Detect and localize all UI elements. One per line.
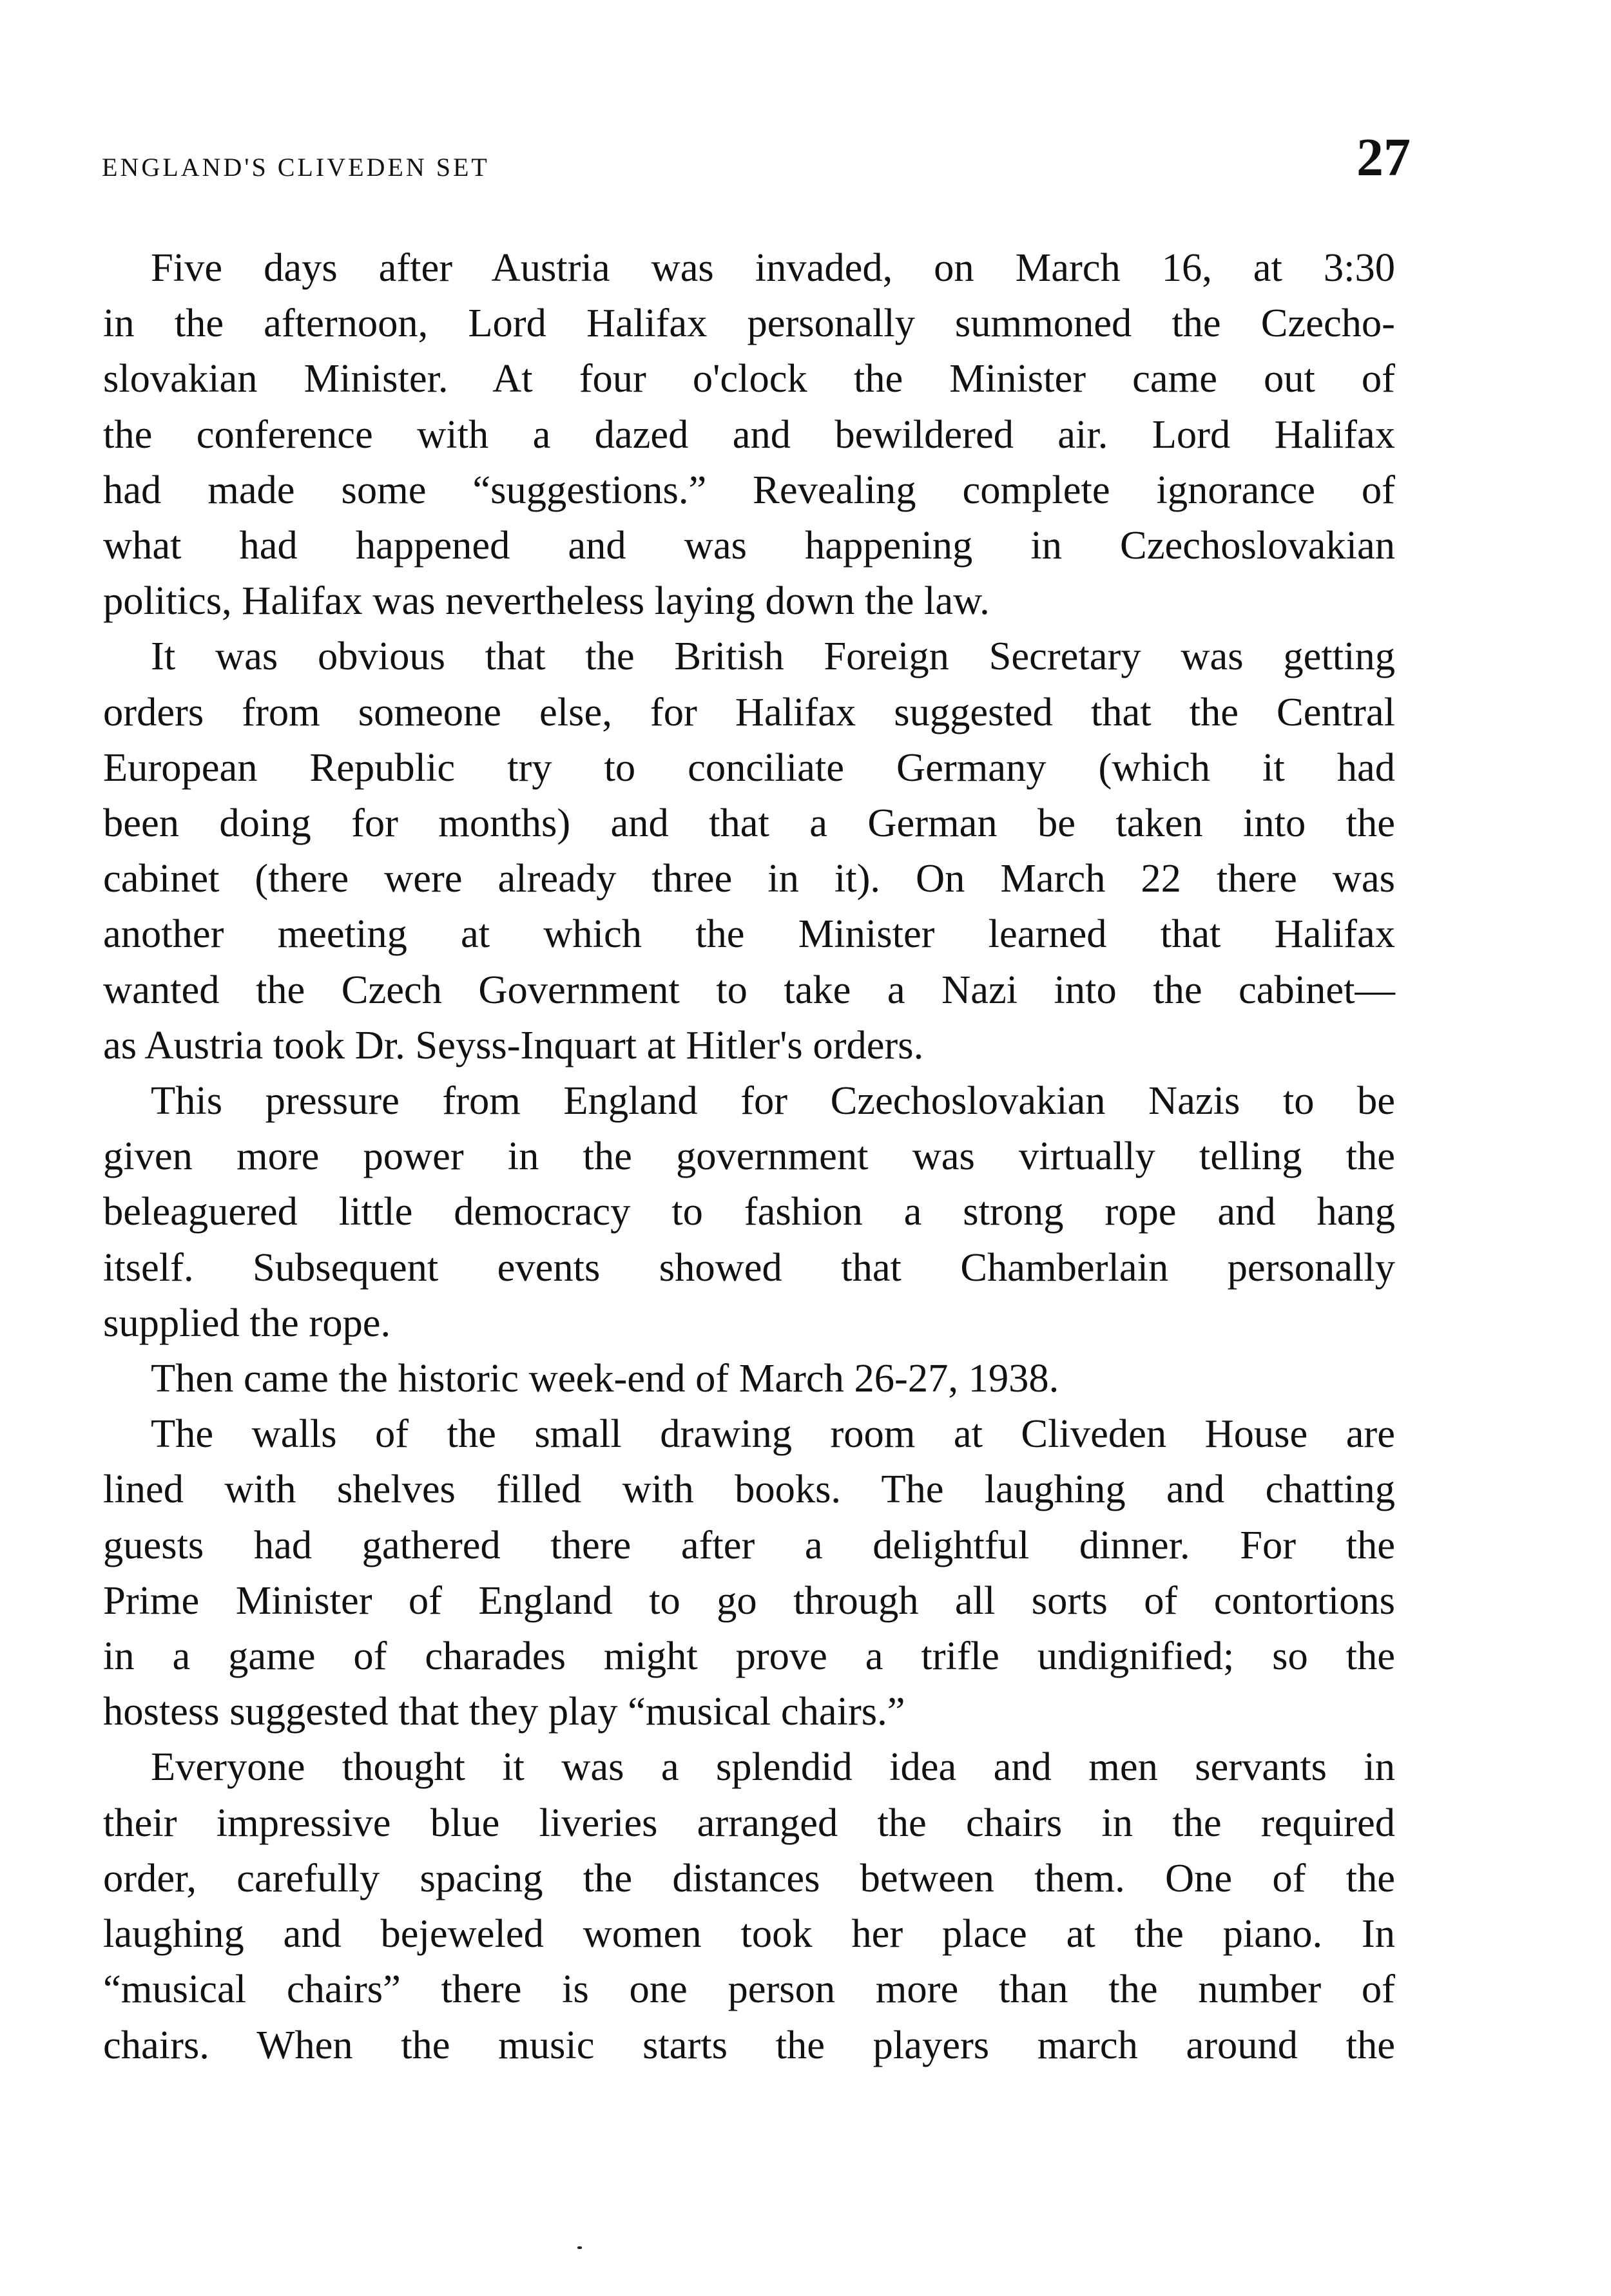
paragraph-4 [103,1350,1395,1406]
ink-speck [577,2246,582,2249]
text-line: orders from someone else, for Halifax suggested that the Central [103,689,1395,734]
text-line: supplied the rope. [103,1299,391,1345]
running-title: ENGLAND'S CLIVEDEN SET [102,153,490,182]
text-line: the conference with a dazed and bewildered air. Lord Halifax [103,411,1395,457]
text-line: This pressure from England for Czechoslovakian Nazis to be [151,1078,1395,1124]
text-line: laughing and bejeweled women took her place at the piano. In [103,1911,1395,1956]
text-line: itself. Subsequent events showed that Chamberlain personally [103,1244,1395,1290]
text-line: given more power in the government was virtually telling the [103,1133,1395,1179]
text-line: what had happened and was happening in Czechoslovakian [103,522,1395,568]
text-line: guests had gathered there after a delightful dinner. For the [103,1522,1395,1567]
paragraph-6 [103,1739,1395,2072]
text-line: beleaguered little democracy to fashion a strong rope and hang [103,1189,1395,1234]
text-line: Five days after Austria was invaded, on March 16, at 3:30 [151,245,1395,290]
text-line: chairs. When the music starts the players march around the [103,2022,1395,2067]
paragraph-3 [103,1073,1395,1350]
text-line: wanted the Czech Government to take a Nazi into the cabinet— [103,966,1395,1012]
text-line: slovakian Minister. At four o'clock the Minister came out of [103,356,1395,401]
text-line: Everyone thought it was a splendid idea and men servants in [151,1744,1395,1790]
text-line: had made some “suggestions.” Revealing complete ignorance of [103,466,1395,512]
page-number: 27 [1356,128,1411,187]
text-line: in the afternoon, Lord Halifax personally summoned the Czecho- [103,300,1395,346]
paragraph-2 [103,628,1395,1073]
text-line: hostess suggested that they play “musical chairs.” [103,1689,905,1734]
paragraph-1 [103,240,1395,628]
text-line: lined with shelves filled with books. The laughing and chatting [103,1466,1395,1512]
text-line: order, carefully spacing the distances between them. One of the [103,1855,1395,1900]
body-text [103,240,1395,2072]
text-line: The walls of the small drawing room at Cliveden House are [151,1411,1395,1457]
text-line: as Austria took Dr. Seyss-Inquart at Hitler's orders. [103,1022,924,1067]
paragraph-5 [103,1406,1395,1739]
text-line: It was obvious that the British Foreign Secretary was getting [151,633,1395,679]
text-line: Then came the historic week-end of March 26-27, 1938. [151,1355,1059,1401]
text-line: in a game of charades might prove a trifle undignified; so the [103,1633,1395,1679]
text-line: their impressive blue liveries arranged the chairs in the required [103,1799,1395,1845]
text-line: been doing for months) and that a German be taken into the [103,800,1395,846]
text-line: Prime Minister of England to go through all sorts of contortions [103,1577,1395,1623]
text-line: another meeting at which the Minister learned that Halifax [103,911,1395,957]
text-line: European Republic try to conciliate Germany (which it had [103,744,1395,790]
text-line: politics, Halifax was nevertheless laying down the law. [103,578,990,624]
text-line: cabinet (there were already three in it). On March 22 there was [103,856,1395,901]
text-line: “musical chairs” there is one person more than the number of [103,1966,1395,2012]
